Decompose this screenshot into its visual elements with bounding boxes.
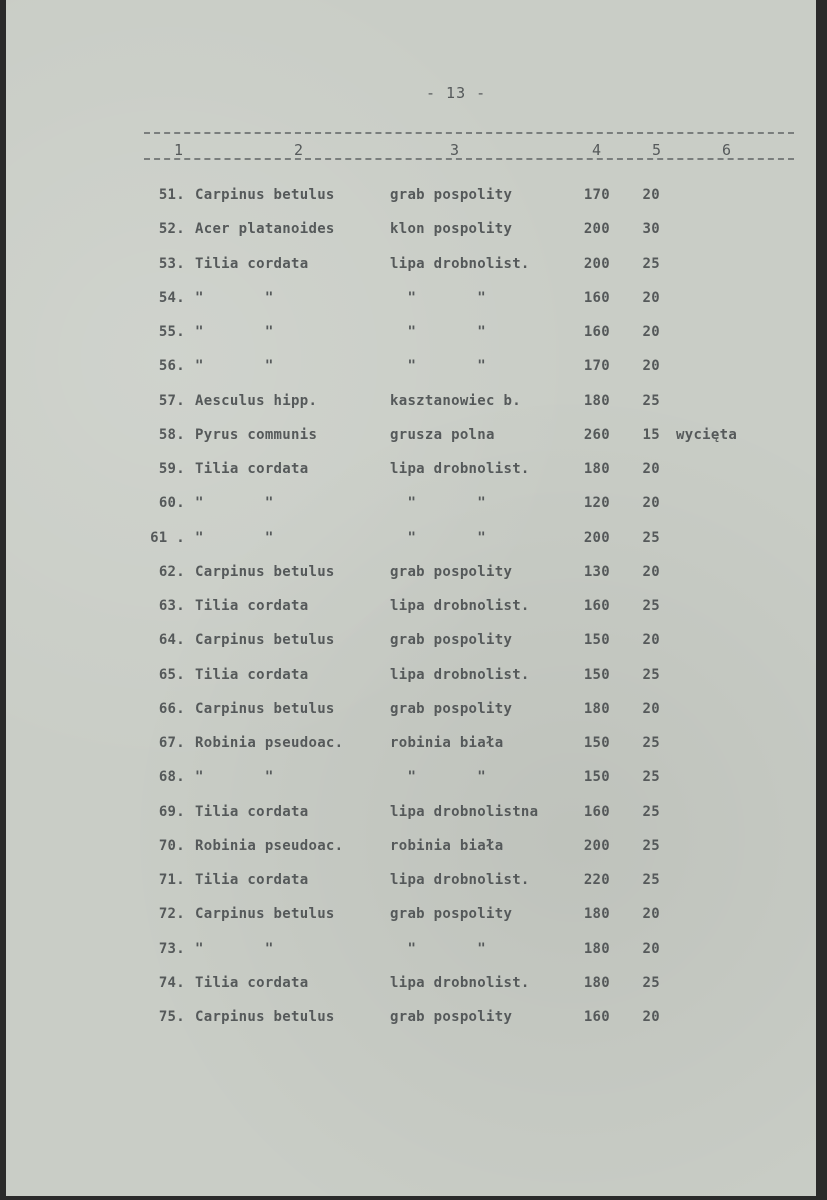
row-number: 66.	[158, 700, 185, 717]
column-5-value: 20	[642, 289, 660, 306]
polish-name: robinia biała	[390, 837, 504, 854]
column-4-value: 120	[583, 495, 610, 512]
polish-name: lipa drobnolist.	[390, 666, 530, 683]
latin-name: Tilia cordata	[195, 255, 309, 272]
latin-name: Carpinus betulus	[195, 563, 335, 580]
table-row	[6, 256, 816, 290]
column-4-value: 150	[583, 632, 610, 649]
latin-name: Tilia cordata	[195, 666, 309, 683]
polish-name: klon pospolity	[390, 221, 513, 238]
row-number: 58.	[158, 426, 185, 443]
column-4-value: 180	[583, 940, 610, 957]
column-4-value: 160	[583, 289, 610, 306]
row-number: 62.	[158, 563, 185, 580]
latin-name: Carpinus betulus	[195, 187, 335, 203]
latin-name: Tilia cordata	[195, 872, 309, 888]
column-4-value: 150	[583, 666, 610, 683]
column-5-value: 25	[642, 255, 660, 272]
column-4-value: 170	[583, 358, 610, 375]
polish-name: " "	[390, 324, 487, 340]
latin-name: Acer platanoides	[195, 221, 335, 238]
document-page	[6, 0, 816, 1196]
table-row	[6, 632, 816, 666]
table-header-rule	[144, 158, 794, 160]
column-4-value: 150	[583, 769, 610, 786]
polish-name: grab pospolity	[390, 187, 513, 203]
latin-name: Tilia cordata	[195, 974, 309, 991]
table-row	[6, 872, 816, 906]
table-row	[6, 701, 816, 735]
column-5-value: 20	[642, 700, 660, 717]
latin-name: " "	[195, 495, 274, 512]
latin-name: Aesculus hipp.	[195, 392, 318, 409]
table-row	[6, 975, 816, 1009]
table-row	[6, 324, 816, 358]
table-row	[6, 221, 816, 255]
polish-name: kasztanowiec b.	[390, 392, 521, 409]
latin-name: Pyrus communis	[195, 426, 318, 443]
polish-name: lipa drobnolist.	[390, 598, 530, 614]
column-header-6: 6	[722, 141, 732, 159]
polish-name: grusza polna	[390, 426, 495, 443]
table-row	[6, 358, 816, 392]
column-5-value: 20	[642, 358, 660, 375]
table-row	[6, 427, 816, 461]
column-5-value: 20	[642, 187, 660, 203]
column-5-value: 20	[642, 632, 660, 649]
polish-name: grab pospolity	[390, 1009, 513, 1025]
column-5-value: 25	[642, 837, 660, 854]
latin-name: Tilia cordata	[195, 803, 309, 820]
polish-name: lipa drobnolist.	[390, 872, 530, 888]
column-5-value: 20	[642, 563, 660, 580]
column-4-value: 200	[583, 221, 610, 238]
row-number: 64.	[158, 632, 185, 649]
table-row	[6, 667, 816, 701]
column-4-value: 180	[583, 974, 610, 991]
column-5-value: 20	[642, 461, 660, 477]
row-number: 70.	[158, 837, 185, 854]
column-5-value: 30	[642, 221, 660, 238]
table-row	[6, 530, 816, 564]
polish-name: " "	[390, 495, 487, 512]
row-number: 75.	[158, 1009, 185, 1025]
column-header-3: 3	[450, 141, 460, 159]
row-number: 65.	[158, 666, 185, 683]
column-4-value: 130	[583, 563, 610, 580]
table-row	[6, 187, 816, 221]
column-5-value: 25	[642, 392, 660, 409]
latin-name: Carpinus betulus	[195, 906, 335, 923]
column-4-value: 220	[583, 872, 610, 888]
polish-name: " "	[390, 769, 487, 786]
table-top-rule	[144, 132, 794, 134]
table-row	[6, 495, 816, 529]
column-4-value: 200	[583, 837, 610, 854]
row-number: 59.	[158, 461, 185, 477]
column-5-value: 25	[642, 666, 660, 683]
column-4-value: 200	[583, 529, 610, 546]
column-4-value: 170	[583, 187, 610, 203]
latin-name: Carpinus betulus	[195, 632, 335, 649]
table-row	[6, 941, 816, 975]
row-number: 61 .	[150, 529, 185, 546]
row-number: 68.	[158, 769, 185, 786]
row-number: 53.	[158, 255, 185, 272]
row-number: 73.	[158, 940, 185, 957]
polish-name: " "	[390, 529, 487, 546]
column-header-1: 1	[174, 141, 184, 159]
column-5-value: 25	[642, 803, 660, 820]
column-5-value: 20	[642, 324, 660, 340]
polish-name: robinia biała	[390, 735, 504, 751]
polish-name: grab pospolity	[390, 700, 513, 717]
row-number: 56.	[158, 358, 185, 375]
column-5-value: 25	[642, 735, 660, 751]
table-row	[6, 804, 816, 838]
table-row	[6, 838, 816, 872]
row-number: 55.	[158, 324, 185, 340]
row-number: 51.	[158, 187, 185, 203]
column-4-value: 260	[583, 426, 610, 443]
latin-name: Carpinus betulus	[195, 700, 335, 717]
polish-name: lipa drobnolist.	[390, 461, 530, 477]
column-5-value: 25	[642, 529, 660, 546]
row-number: 67.	[158, 735, 185, 751]
column-5-value: 25	[642, 974, 660, 991]
remark: wycięta	[676, 426, 738, 443]
column-4-value: 180	[583, 392, 610, 409]
latin-name: " "	[195, 529, 274, 546]
table-row	[6, 461, 816, 495]
latin-name: Robinia pseudoac.	[195, 837, 344, 854]
polish-name: " "	[390, 358, 487, 375]
column-5-value: 15	[642, 426, 660, 443]
column-4-value: 180	[583, 700, 610, 717]
table-row	[6, 769, 816, 803]
row-number: 71.	[158, 872, 185, 888]
row-number: 74.	[158, 974, 185, 991]
page-number: - 13 -	[426, 84, 487, 102]
table-row	[6, 564, 816, 598]
table-row	[6, 598, 816, 632]
polish-name: " "	[390, 289, 487, 306]
polish-name: grab pospolity	[390, 632, 513, 649]
polish-name: " "	[390, 940, 487, 957]
column-header-4: 4	[592, 141, 602, 159]
column-4-value: 160	[583, 1009, 610, 1025]
latin-name: " "	[195, 324, 274, 340]
column-4-value: 150	[583, 735, 610, 751]
column-5-value: 20	[642, 906, 660, 923]
latin-name: " "	[195, 358, 274, 375]
column-5-value: 25	[642, 872, 660, 888]
table-row	[6, 1009, 816, 1043]
table-row	[6, 906, 816, 940]
column-5-value: 20	[642, 495, 660, 512]
latin-name: " "	[195, 769, 274, 786]
column-header-5: 5	[652, 141, 662, 159]
row-number: 72.	[158, 906, 185, 923]
latin-name: " "	[195, 940, 274, 957]
row-number: 57.	[158, 392, 185, 409]
row-number: 54.	[158, 289, 185, 306]
latin-name: Robinia pseudoac.	[195, 735, 344, 751]
column-4-value: 180	[583, 461, 610, 477]
column-4-value: 200	[583, 255, 610, 272]
row-number: 69.	[158, 803, 185, 820]
column-4-value: 160	[583, 803, 610, 820]
column-4-value: 180	[583, 906, 610, 923]
table-row	[6, 290, 816, 324]
row-number: 52.	[158, 221, 185, 238]
column-5-value: 20	[642, 940, 660, 957]
latin-name: Tilia cordata	[195, 598, 309, 614]
column-header-2: 2	[294, 141, 304, 159]
latin-name: Tilia cordata	[195, 461, 309, 477]
row-number: 60.	[158, 495, 185, 512]
column-4-value: 160	[583, 324, 610, 340]
column-5-value: 20	[642, 1009, 660, 1025]
polish-name: grab pospolity	[390, 563, 513, 580]
column-4-value: 160	[583, 598, 610, 614]
column-5-value: 25	[642, 769, 660, 786]
table-row	[6, 735, 816, 769]
polish-name: grab pospolity	[390, 906, 513, 923]
column-5-value: 25	[642, 598, 660, 614]
polish-name: lipa drobnolist.	[390, 255, 530, 272]
latin-name: " "	[195, 289, 274, 306]
latin-name: Carpinus betulus	[195, 1009, 335, 1025]
polish-name: lipa drobnolist.	[390, 974, 530, 991]
row-number: 63.	[158, 598, 185, 614]
polish-name: lipa drobnolistna	[390, 803, 539, 820]
table-row	[6, 393, 816, 427]
